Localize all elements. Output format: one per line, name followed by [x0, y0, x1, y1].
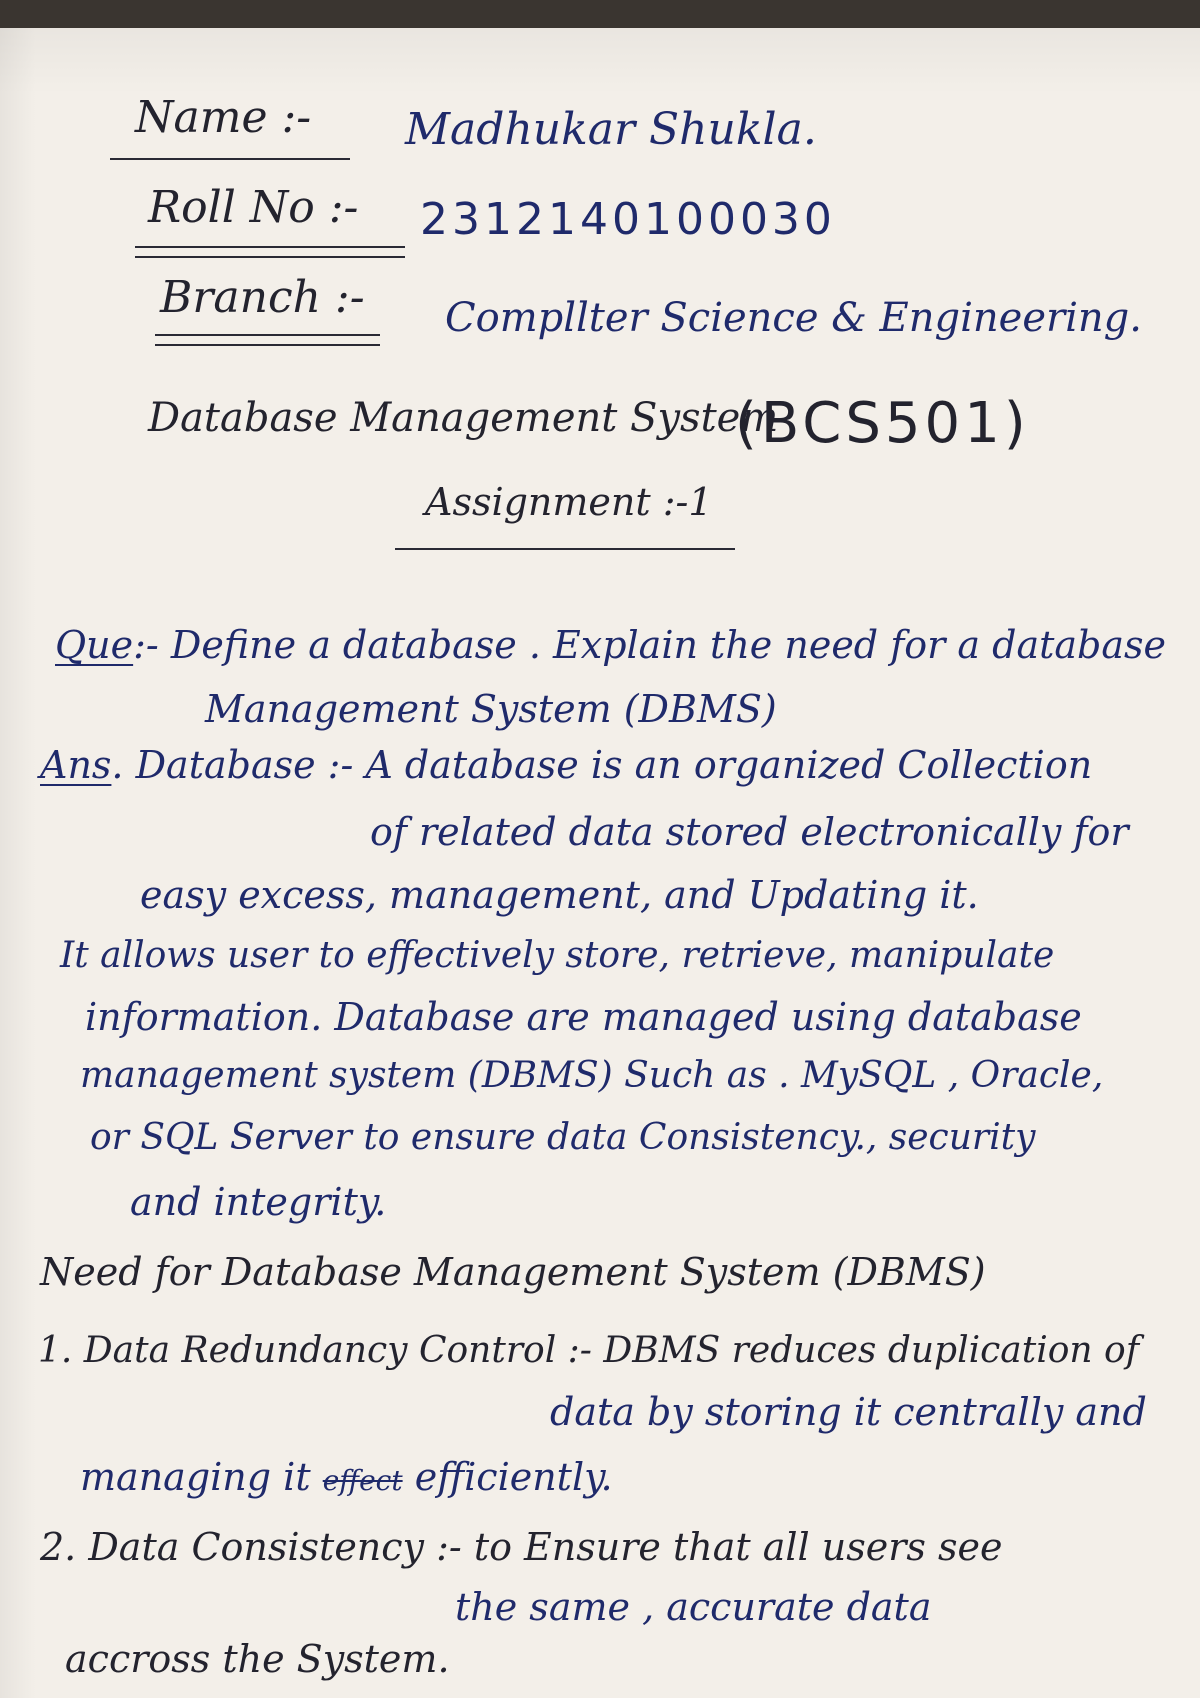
- subject-title: Database Management System: [148, 395, 779, 441]
- point1-line3: [80, 1455, 613, 1499]
- question-line1: [55, 623, 1167, 667]
- point2-line1: 2. Data Consistency :- to Ensure that all users see: [40, 1525, 1003, 1569]
- point1-line1: 1. Data Redundancy Control :- DBMS reduces duplication of: [38, 1330, 1140, 1371]
- notebook-page: [0, 28, 1200, 1698]
- answer-text-6: or SQL Server to ensure data Consistency., security: [90, 1117, 1036, 1158]
- roll-label: Roll No :-: [148, 182, 359, 233]
- point2-line2: the same , accurate data: [455, 1585, 932, 1629]
- question-label: Que: [55, 623, 134, 667]
- question-text-1: :- Define a database . Explain the need for a database: [133, 623, 1167, 667]
- answer-line1: [40, 743, 1093, 787]
- roll-value: 2312140100030: [420, 194, 836, 245]
- answer-text-5: management system (DBMS) Such as . MySQL , Oracle,: [80, 1055, 1104, 1096]
- name-underline: [110, 158, 350, 160]
- point1-line2: data by storing it centrally and: [550, 1390, 1147, 1434]
- branch-value: Compllter Science & Engineering.: [445, 295, 1142, 341]
- point1-line3-a: managing it: [80, 1455, 311, 1499]
- answer-text-2: easy excess, management, and Updating it.: [140, 873, 979, 917]
- need-heading: Need for Database Management System (DBMS): [40, 1250, 986, 1294]
- answer-text-0: . Database :- A database is an organized Collection: [111, 743, 1093, 787]
- name-label: Name :-: [135, 92, 312, 143]
- answer-text-3: It allows user to effectively store, retrieve, manipulate: [60, 935, 1055, 976]
- name-value: Madhukar Shukla.: [405, 104, 817, 155]
- answer-text-1: of related data stored electronically for: [370, 810, 1129, 854]
- point2-line3: accross the System.: [65, 1637, 450, 1681]
- assignment-title: Assignment :-1: [425, 480, 713, 524]
- point1-strike: effect: [322, 1464, 403, 1497]
- point1-line3-b: efficiently.: [414, 1455, 613, 1499]
- assignment-underline: [395, 548, 735, 550]
- answer-text-4: information. Database are managed using database: [85, 995, 1082, 1039]
- branch-label: Branch :-: [160, 272, 365, 323]
- branch-underline-2: [155, 344, 380, 346]
- roll-underline: [135, 246, 405, 248]
- question-text-2: Management System (DBMS): [205, 687, 777, 731]
- branch-underline: [155, 334, 380, 336]
- answer-text-7: and integrity.: [130, 1180, 387, 1224]
- roll-underline-2: [135, 256, 405, 258]
- subject-code: (BCS501): [735, 391, 1030, 456]
- answer-label: Ans: [40, 743, 112, 787]
